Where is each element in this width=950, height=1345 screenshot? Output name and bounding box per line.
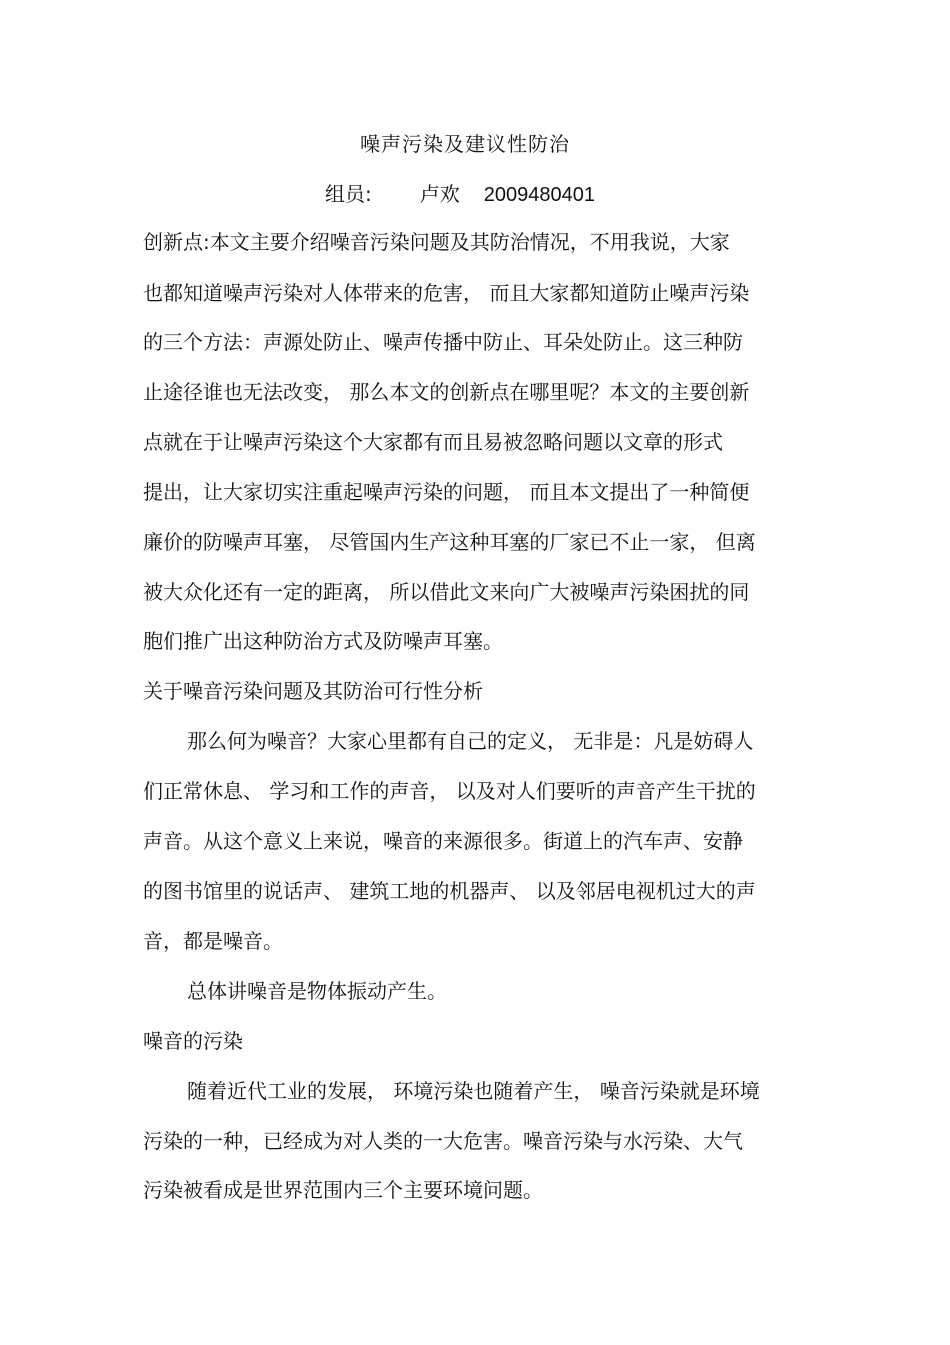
member-name: 卢欢	[419, 182, 460, 206]
members-label: 组员:	[325, 182, 372, 206]
body-line: 被大众化还有一定的距离， 所以借此文来向广大被噪声污染困扰的同	[143, 580, 750, 604]
section-heading: 噪音的污染	[143, 1029, 243, 1053]
body-line: 点就在于让噪声污染这个大家都有而且易被忽略问题以文章的形式	[143, 430, 723, 454]
body-line: 那么何为噪音？大家心里都有自己的定义， 无非是：凡是妨碍人	[187, 729, 754, 753]
body-line: 随着近代工业的发展， 环境污染也随着产生， 噪音污染就是环境	[187, 1079, 760, 1103]
body-line: 提出，让大家切实注重起噪声污染的问题， 而且本文提出了一种简便	[143, 480, 750, 504]
body-line: 污染被看成是世界范围内三个主要环境问题。	[143, 1178, 543, 1202]
body-line: 的三个方法：声源处防止、噪声传播中防止、耳朵处防止。这三种防	[143, 330, 743, 354]
body-line: 创新点:本文主要介绍噪音污染问题及其防治情况，不用我说，大家	[143, 230, 730, 254]
section-heading: 关于噪音污染问题及其防治可行性分析	[143, 679, 483, 703]
member-id: 2009480401	[483, 184, 595, 206]
members-line	[325, 178, 595, 207]
body-line: 也都知道噪声污染对人体带来的危害， 而且大家都知道防止噪声污染	[143, 281, 750, 305]
body-line: 廉价的防噪声耳塞， 尽管国内生产这种耳塞的厂家已不止一家， 但离	[143, 530, 756, 554]
body-line: 污染的一种，已经成为对人类的一大危害。噪音污染与水污染、大气	[143, 1129, 743, 1153]
body-line: 总体讲噪音是物体振动产生。	[187, 979, 447, 1003]
body-line: 的图书馆里的说话声、 建筑工地的机器声、 以及邻居电视机过大的声	[143, 879, 756, 903]
body-line: 声音。从这个意义上来说，噪音的来源很多。街道上的汽车声、安静	[143, 829, 743, 853]
body-line: 止途径谁也无法改变， 那么本文的创新点在哪里呢？本文的主要创新	[143, 380, 750, 404]
body-line: 胞们推广出这种防治方式及防噪声耳塞。	[143, 629, 503, 653]
document-title: 噪声污染及建议性防治	[360, 132, 570, 156]
body-line: 们正常休息、 学习和工作的声音， 以及对人们要听的声音产生干扰的	[143, 779, 756, 803]
body-line: 音，都是噪音。	[143, 929, 283, 953]
